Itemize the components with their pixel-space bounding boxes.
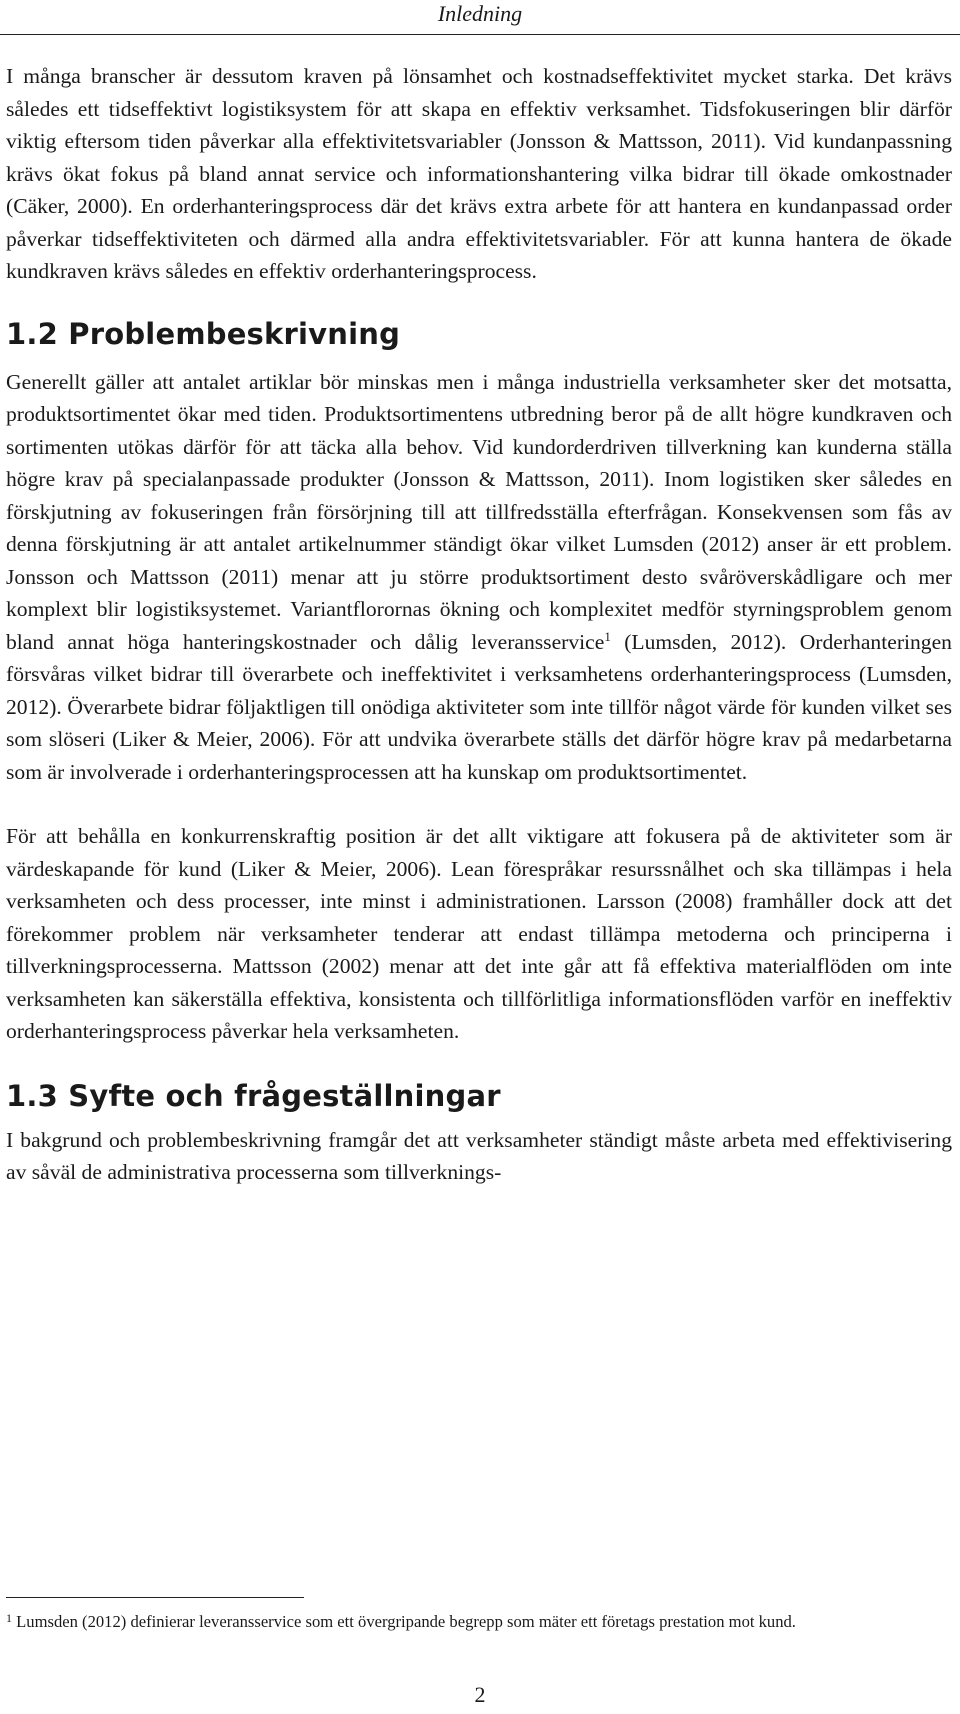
purpose-paragraph: I bakgrund och problembeskrivning framgår det att verksamheter ständigt måste arbeta med effektivisering av såväl de administrativa processerna som tillverknings- — [6, 1127, 952, 1184]
page-number: 2 — [474, 1682, 486, 1707]
page-content — [6, 60, 952, 1189]
header-rule — [0, 34, 960, 35]
footnote-rule — [6, 1597, 304, 1598]
footnote-text: Lumsden (2012) definierar leveransservice som ett övergripande begrepp som mäter ett företags prestation mot kund. — [12, 1612, 796, 1631]
running-header: Inledning — [437, 1, 523, 26]
intro-paragraph: I många branscher är dessutom kraven på lönsamhet och kostnadseffektivitet mycket starka. Det krävs således ett tidseffektivt logistiksystem för att skapa en effektiv verksamhet. Tidsfokuseringen blir därför viktig eftersom tiden påverkar alla effektivitetsvariabler (Jonsson & Mattsson, 2011). Vid kundanpassning krävs ökat fokus på bland annat service och informationshantering vilka bidrar till ökade omkostnader (Cäker, 2000). En orderhanteringsprocess där det krävs extra arbete för att hantera en kundanpassad order påverkar tidseffektiviteten och därmed alla andra effektivitetsvariabler. För att kunna hantera de ökade kundkraven krävs således en effektiv orderhanteringsprocess. — [6, 64, 952, 283]
problem-paragraph-2: För att behålla en konkurrenskraftig position är det allt viktigare att fokusera på de aktiviteter som är värdeskapande för kund (Liker & Meier, 2006). Lean förespråkar resurssnålhet och ska tillämpas i hela verksamheten och dess processer, inte minst i administrationen. Larsson (2008) framhåller dock att det förekommer problem när verksamheter tenderar att endast tillämpa metoderna och principerna i tillverkningsprocesserna. Mattsson (2002) menar att det inte går att få effektiva materialflöden om inte verksamheten kan säkerställa effektiva, konsistenta och tillförlitliga informationsflöden varför en ineffektiv orderhanteringsprocess påverkar hela verksamheten. — [6, 824, 952, 1043]
footnote-number: 1 — [6, 1611, 12, 1625]
footnote — [6, 1609, 948, 1634]
problem-paragraph-1-text-b: (Lumsden, 2012). Orderhanteringen försvåras vilket bidrar till överarbete och ineffektivitet i verksamhetens orderhanteringsprocess (Lumsden, 2012). Överarbete bidrar följaktligen till onödiga aktiviteter som inte tillför något värde för kunden vilket ses som slöseri (Liker & Meier, 2006). För att undvika överarbete ställs det därför högre krav på medarbetarna som är involverade i orderhanteringsprocessen att ha kunskap om produktsortimentet. — [6, 629, 952, 784]
problem-paragraph-1-text-a: Generellt gäller att antalet artiklar bör minskas men i många industriella verksamheter sker det motsatta, produktsortimentet ökar med tiden. Produktsortimentens utbredning beror på de allt högre kundkraven och sortimenten utökas därför för att täcka alla behov. Vid kundorderdriven tillverkning kan kunderna ställa högre krav på specialanpassade produkter (Jonsson & Mattsson, 2011). Inom logistiken sker således en förskjutning av fokuseringen från försörjning till att tillfredsställa efterfrågan. Konsekvensen som fås av denna förskjutning är att antalet artikelnummer ständigt ökar vilket Lumsden (2012) anser är ett problem. Jonsson och Mattsson (2011) menar att ju större produktsortiment desto svåröverskådligare och mer komplext blir logistiksystemet. Variantflorornas ökning och komplexitet medför styrningsproblem genom bland annat höga hanteringskostnader och dålig leveransservice — [6, 369, 952, 654]
footnote-reference[interactable]: 1 — [604, 628, 611, 644]
section-heading-syfte: 1.3 Syfte och frågeställningar — [6, 1078, 501, 1113]
problem-paragraph-1 — [6, 366, 952, 789]
section-heading-problembeskrivning: 1.2 Problembeskrivning — [6, 316, 401, 351]
